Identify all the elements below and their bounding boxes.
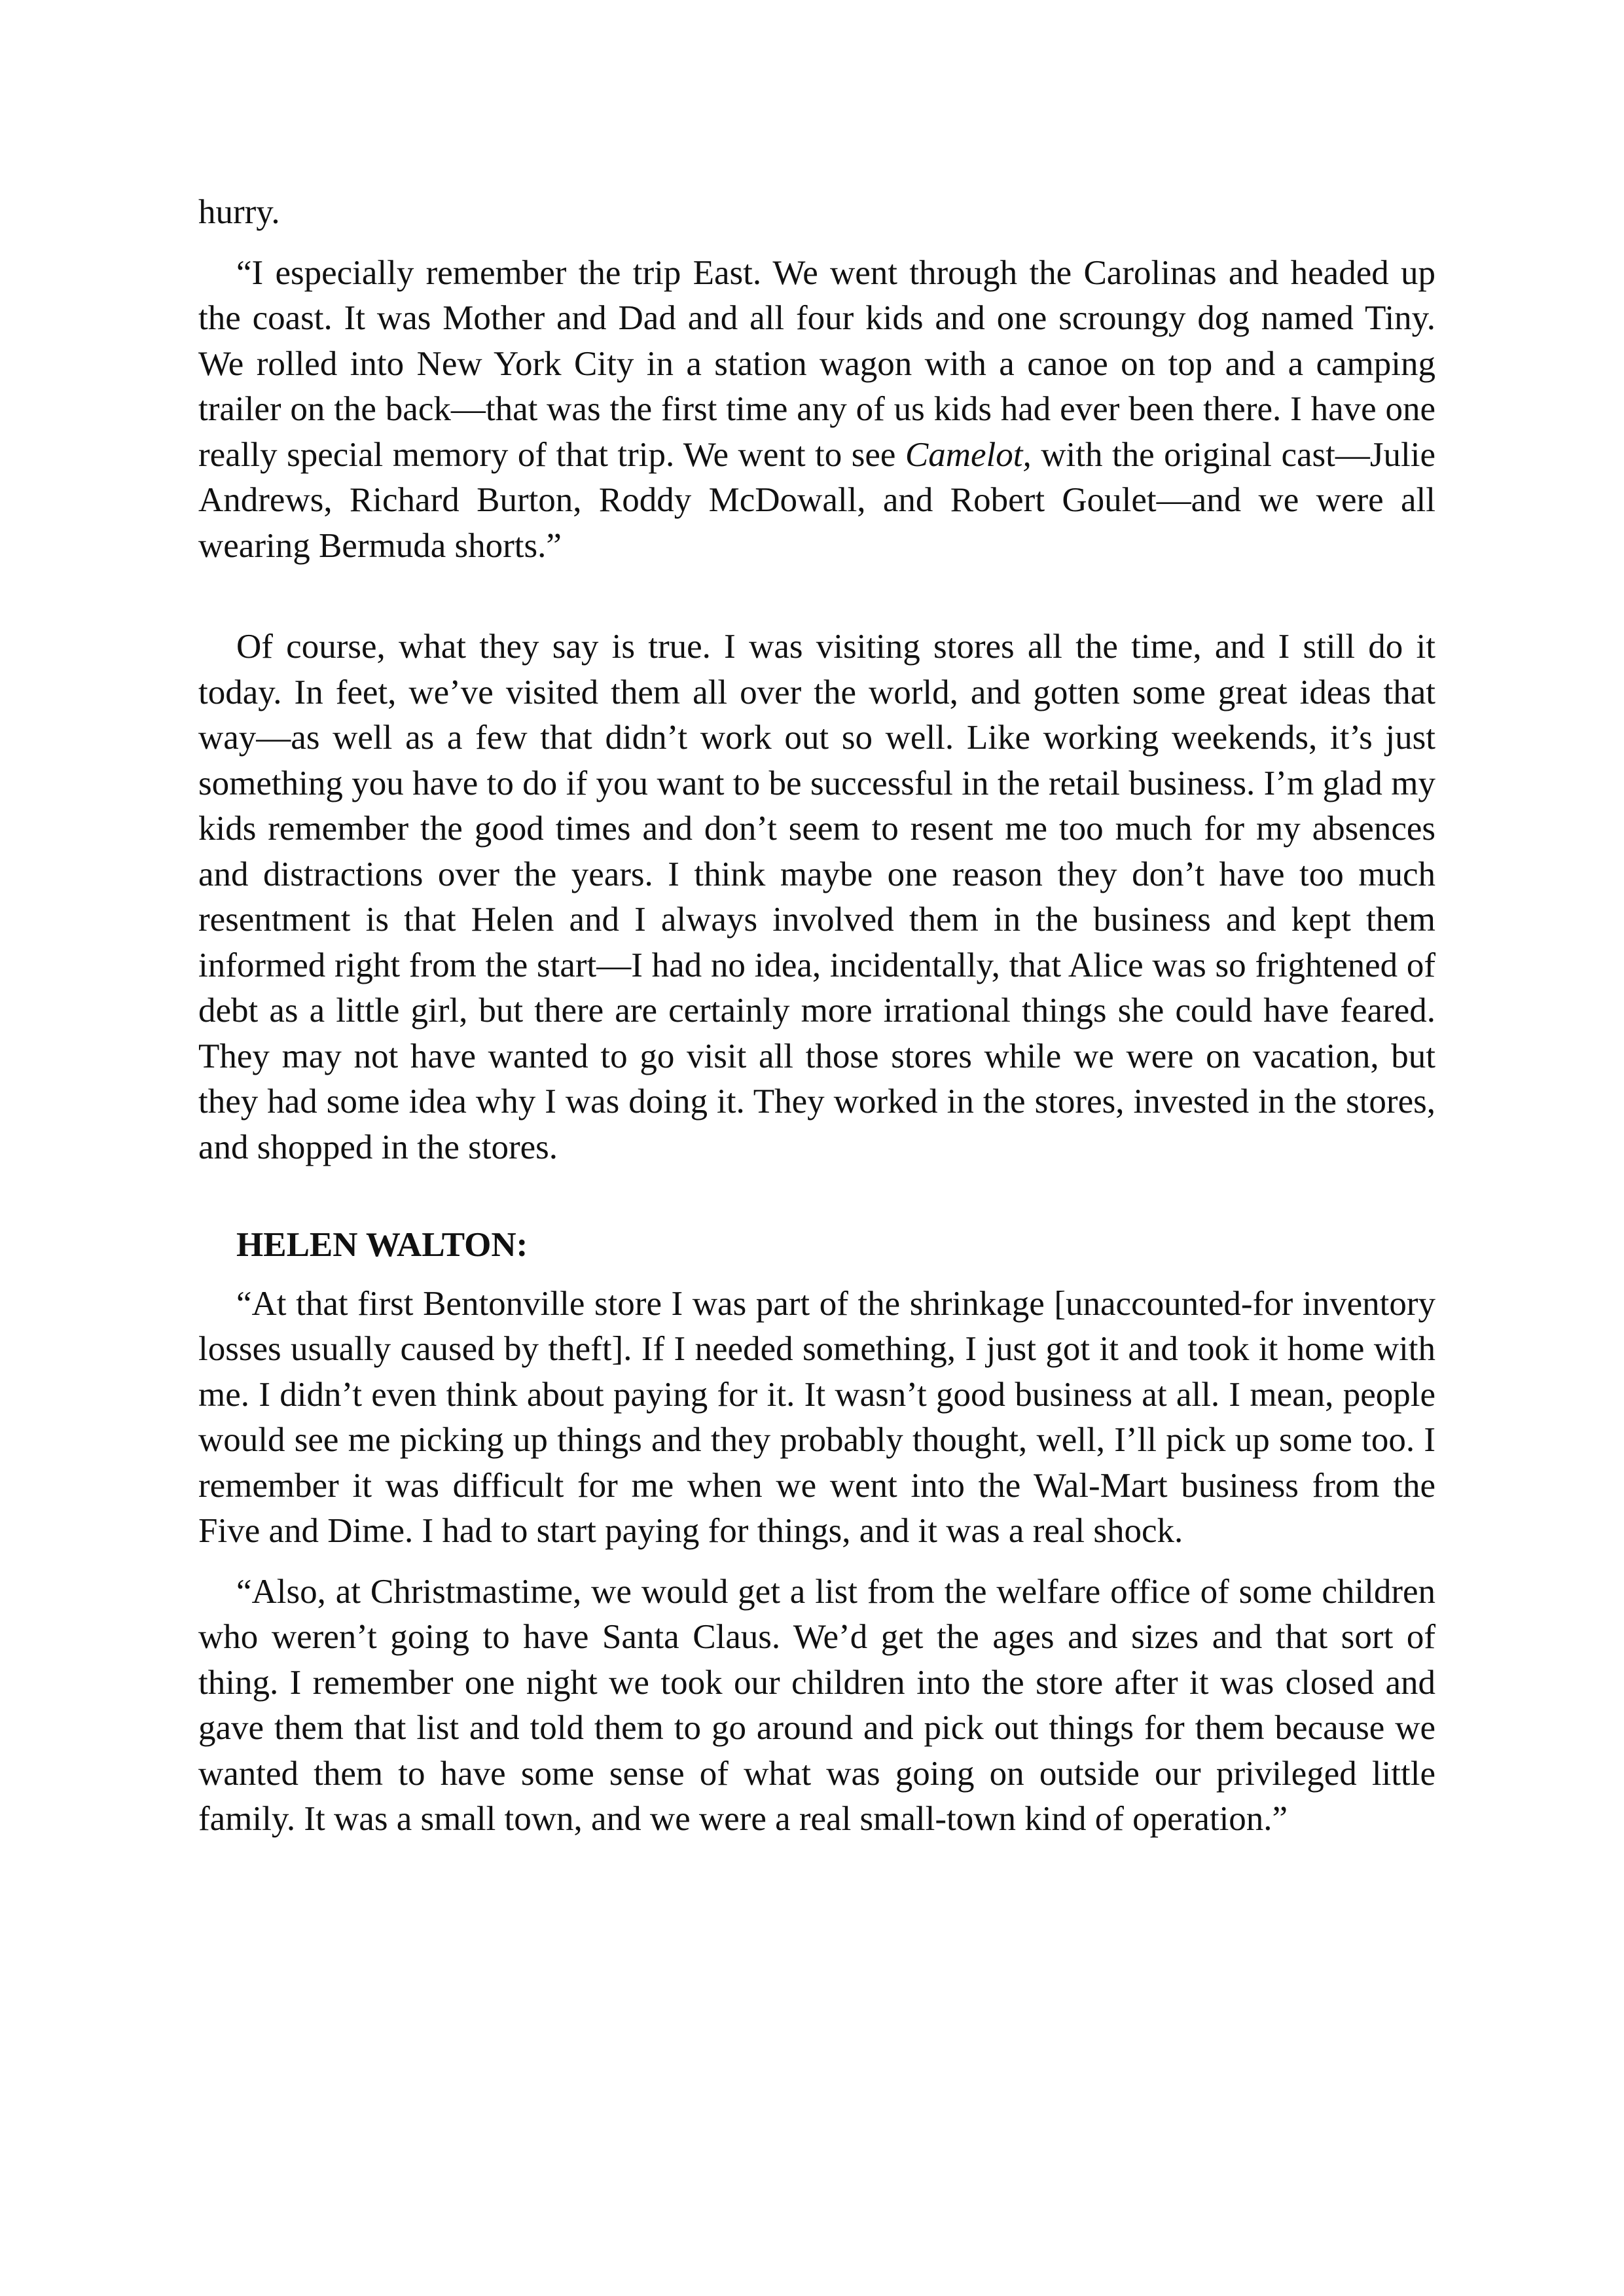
paragraph-christmastime: “Also, at Christmastime, we would get a list from the welfare office of some children who weren’t going to have Santa Claus. We’d get the ages and sizes and that sort of thing. I remember one night we took our children into the store after it was closed and gave them that list and told them to go around and pick out things for them because we wanted them to have some sense of what was going on outside our privileged little family. It was a small town, and we were a real small-town kind of operation.” — [198, 1572, 1435, 1838]
paragraph-gap — [198, 1268, 1435, 1282]
document-page — [198, 190, 1435, 1842]
paragraph-trip-east — [198, 251, 1435, 569]
paragraph-shrinkage: “At that first Bentonville store I was part of the shrinkage [unaccounted-for inventory losses usually caused by theft]. If I needed something, I just got it and took it home with me. I didn’t even think about paying for it. It wasn’t good business at all. I mean, people would see me picking up things and they probably thought, well, I’ll pick up some too. I remember it was difficult for me when we went into the Wal-Mart business from the Five and Dime. I had to start paying for things, and it was a real shock. — [198, 1284, 1435, 1550]
speaker-heading: HELEN WALTON: — [236, 1226, 528, 1264]
section-gap — [198, 569, 1435, 624]
paragraph-visiting-stores: Of course, what they say is true. I was visiting stores all the time, and I still do it today. In feet, we’ve visited them all over the world, and gotten some great ideas that way—as well as a few that didn’t work out so well. Like working weekends, it’s just something you have to do if you want to be successful in the retail business. I’m glad my kids remember the good times and don’t seem to resent me too much for my absences and distractions over the years. I think maybe one reason they don’t have too much resentment is that Helen and I always involved them in the business and kept them informed right from the start—I had no idea, incidentally, that Alice was so frightened of debt as a little girl, but there are certainly more irrational things she could have feared. They may not have wanted to go visit all those stores while we were on vacation, but they had some idea why I was doing it. They worked in the stores, invested in the stores, and shopped in the stores. — [198, 628, 1435, 1166]
paragraph-gap — [198, 236, 1435, 251]
section-gap — [198, 1170, 1435, 1223]
paragraph-continuation: hurry. — [198, 193, 280, 231]
paragraph-text: with the original cast—Julie Andrews, Richard Burton, Roddy McDowall, and Robert Goulet—and we were all wearing Bermuda shorts.” — [198, 435, 1435, 565]
paragraph-text: “I especially remember the trip East. We went through the Carolinas and headed up the coast. It was Mother and Dad and all four kids and one scroungy dog named Tiny. We rolled into New York City in a station wagon with a canoe on top and a camping trailer on the back—that was the first time any of us kids had ever been there. I have one really special memory of that trip. We went to see — [198, 253, 1435, 474]
italic-title: Camelot, — [905, 435, 1032, 474]
paragraph-gap — [198, 1554, 1435, 1570]
